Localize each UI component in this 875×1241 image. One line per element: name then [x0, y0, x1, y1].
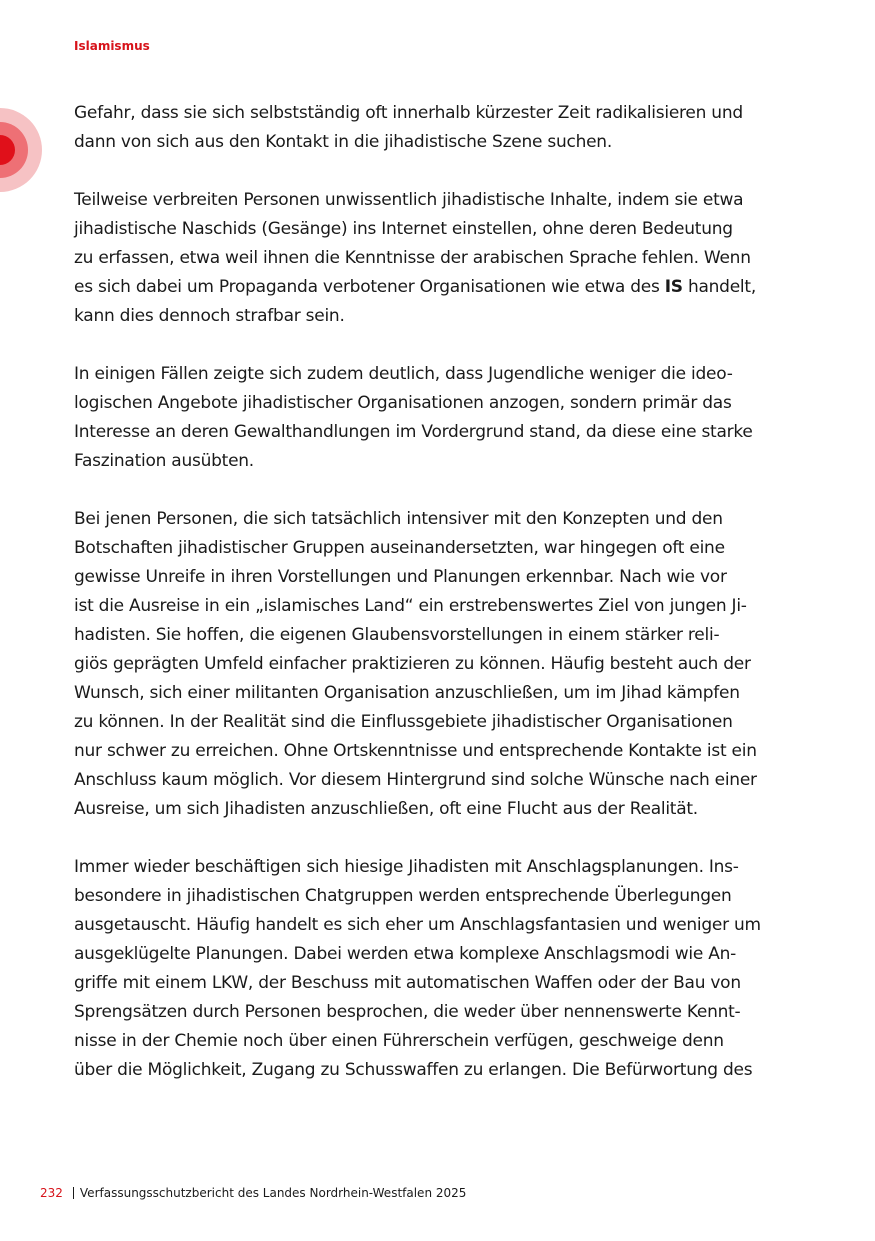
text-line: Teilweise verbreiten Personen unwissentlich jihadistische Inhalte, indem sie etwa [74, 190, 744, 210]
text-line: Sprengsätzen durch Personen besprochen, die weder über nennenswerte Kennt- [74, 1002, 741, 1022]
text-run: es sich dabei um Propaganda verbotener Organisationen wie etwa des [74, 277, 665, 297]
page-footer [40, 1186, 466, 1200]
paragraph [74, 186, 802, 331]
bold-term: IS [664, 277, 683, 297]
page-number: 232 [40, 1186, 63, 1200]
text-line: gewisse Unreife in ihren Vorstellungen und Planungen erkennbar. Nach wie vor [74, 567, 727, 587]
text-line: Bei jenen Personen, die sich tatsächlich intensiver mit den Konzepten und den [74, 509, 723, 529]
text-line: ausgeklügelte Planungen. Dabei werden etwa komplexe Anschlagsmodi wie An- [74, 944, 737, 964]
body-text [74, 99, 802, 1114]
text-line: Wunsch, sich einer militanten Organisation anzuschließen, um im Jihad kämpfen [74, 683, 740, 703]
text-line [74, 273, 802, 302]
text-line: zu erfassen, etwa weil ihnen die Kenntnisse der arabischen Sprache fehlen. Wenn [74, 248, 751, 268]
text-line: griffe mit einem LKW, der Beschuss mit automatischen Waffen oder der Bau von [74, 973, 741, 993]
text-line: Anschluss kaum möglich. Vor diesem Hintergrund sind solche Wünsche nach einer [74, 770, 757, 790]
paragraph [74, 853, 802, 1085]
text-line: nisse in der Chemie noch über einen Führerschein verfügen, geschweige denn [74, 1031, 724, 1051]
text-line: In einigen Fällen zeigte sich zudem deutlich, dass Jugendliche weniger die ideo- [74, 364, 733, 384]
text-line: zu können. In der Realität sind die Einflussgebiete jihadistischer Organisationen [74, 712, 733, 732]
text-line: logischen Angebote jihadistischer Organisationen anzogen, sondern primär das [74, 393, 732, 413]
section-label: Islamismus [74, 39, 150, 53]
text-line: hadisten. Sie hoffen, die eigenen Glaubensvorstellungen in einem stärker reli- [74, 625, 720, 645]
text-line: nur schwer zu erreichen. Ohne Ortskenntnisse und entsprechende Kontakte ist ein [74, 741, 757, 761]
text-line: Botschaften jihadistischer Gruppen auseinandersetzten, war hingegen oft eine [74, 538, 725, 558]
text-line: ist die Ausreise in ein „islamisches Land“ ein erstrebenswertes Ziel von jungen Ji- [74, 596, 747, 616]
paragraph [74, 99, 802, 157]
text-line: Faszination ausübten. [74, 451, 254, 471]
text-line: über die Möglichkeit, Zugang zu Schusswaffen zu erlangen. Die Befürwortung des [74, 1060, 753, 1080]
text-line: jihadistische Naschids (Gesänge) ins Internet einstellen, ohne deren Bedeutung [74, 219, 733, 239]
text-line: Interesse an deren Gewalthandlungen im Vordergrund stand, da diese eine starke [74, 422, 753, 442]
section-marker-icon [0, 108, 42, 192]
footer-divider [73, 1187, 74, 1199]
paragraph [74, 505, 802, 824]
publication-title: Verfassungsschutzbericht des Landes Nordrhein-Westfalen 2025 [79, 1186, 467, 1200]
text-line: ausgetauscht. Häufig handelt es sich eher um Anschlagsfantasien und weniger um [74, 915, 761, 935]
text-line: giös geprägten Umfeld einfacher praktizieren zu können. Häufig besteht auch der [74, 654, 751, 674]
text-line: kann dies dennoch strafbar sein. [74, 306, 345, 326]
text-line: besondere in jihadistischen Chatgruppen werden entsprechende Überlegungen [74, 886, 732, 906]
text-line: Immer wieder beschäftigen sich hiesige Jihadisten mit Anschlagsplanungen. Ins- [74, 857, 739, 877]
text-line: Gefahr, dass sie sich selbstständig oft innerhalb kürzester Zeit radikalisieren und [74, 103, 743, 123]
text-run: handelt, [682, 277, 756, 297]
text-line: dann von sich aus den Kontakt in die jihadistische Szene suchen. [74, 132, 612, 152]
paragraph [74, 360, 802, 476]
text-line: Ausreise, um sich Jihadisten anzuschließen, oft eine Flucht aus der Realität. [74, 799, 698, 819]
